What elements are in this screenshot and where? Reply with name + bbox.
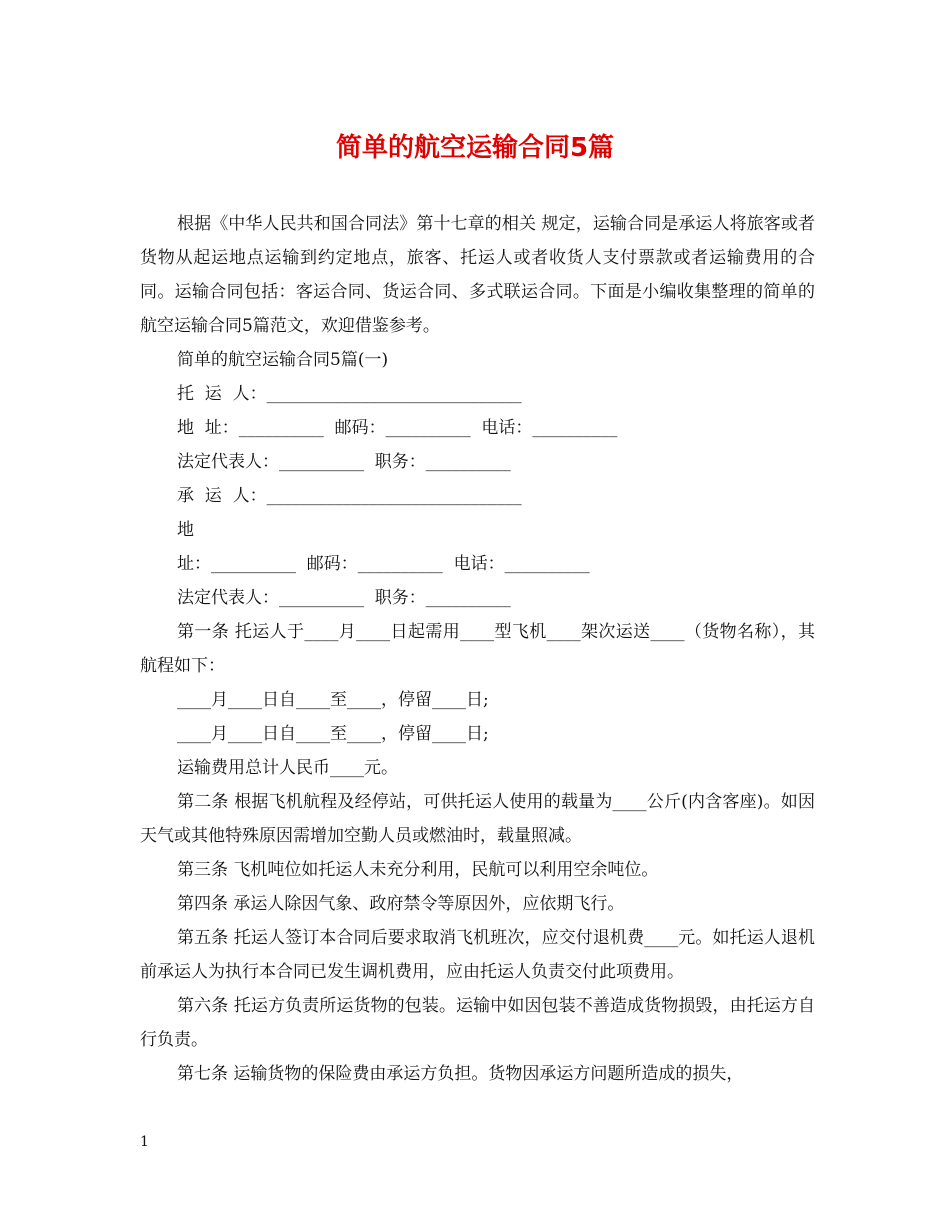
carrier-rep-field	[140, 581, 815, 615]
clause-3: 第三条 飞机吨位如托运人未充分利用，民航可以利用空余吨位。	[177, 860, 659, 880]
carrier-address-field-top	[140, 513, 815, 547]
clause-7: 第七条 运输货物的保险费由承运方负担。货物因承运方问题所造成的损失，	[177, 1064, 744, 1084]
clause-2: 第二条 根据飞机航程及经停站，可供托运人使用的载量为____公斤(内含客座)。如因天气或其他特殊原因需增加空勤人员或燃油时，载量照减。	[140, 792, 815, 846]
carrier-line: 承 运 人：______________________________	[177, 486, 522, 506]
intro-paragraph: 根据《中华人民共和国合同法》第十七章的相关 规定，运输合同是承运人将旅客或者货物从起运地点运输到约定地点，旅客、托运人或者收货人支付票款或者运输费用的合同。运输合同包括：客运合同、货运合同、多式联运合同。下面是小编收集整理的简单的航空运输合同5篇范文，欢迎借鉴参考。	[140, 214, 815, 336]
shipper-field	[140, 377, 815, 411]
page-number: 1	[140, 1134, 149, 1150]
carrier-rep-line: 法定代表人：__________ 职务：__________	[177, 588, 511, 608]
carrier-address-field	[140, 547, 815, 581]
shipper-rep-field	[140, 445, 815, 479]
clause-6: 第六条 托运方负责所运货物的包装。运输中如因包装不善造成货物损毁，由托运方自行负责。	[140, 996, 815, 1050]
clause-5: 第五条 托运人签订本合同后要求取消飞机班次，应交付退机费____元。如托运人退机前承运人为执行本合同已发生调机费用，应由托运人负责交付此项费用。	[140, 928, 815, 982]
shipper-line: 托 运 人：______________________________	[177, 384, 522, 404]
document-body	[140, 207, 815, 1091]
shipper-address-line: 地 址：__________ 邮码：__________ 电话：__________	[177, 418, 618, 438]
shipper-rep-line: 法定代表人：__________ 职务：__________	[177, 452, 511, 472]
clause-4: 第四条 承运人除因气象、政府禁令等原因外，应依期飞行。	[177, 894, 625, 914]
clause-1: 第一条 托运人于____月____日起需用____型飞机____架次运送____（货物名称），其航程如下：	[140, 622, 815, 676]
fee-line: 运输费用总计人民币____元。	[177, 758, 398, 778]
route-line-2: ____月____日自____至____，停留____日;	[177, 724, 489, 744]
section-heading: 简单的航空运输合同5篇(一)	[177, 350, 389, 370]
shipper-address-field	[140, 411, 815, 445]
carrier-address-line-2: 址：__________ 邮码：__________ 电话：__________	[177, 554, 590, 574]
carrier-field	[140, 479, 815, 513]
document-title: 简单的航空运输合同5篇	[335, 133, 615, 163]
route-line-1: ____月____日自____至____，停留____日;	[177, 690, 489, 710]
carrier-address-line-1: 地	[177, 520, 194, 540]
